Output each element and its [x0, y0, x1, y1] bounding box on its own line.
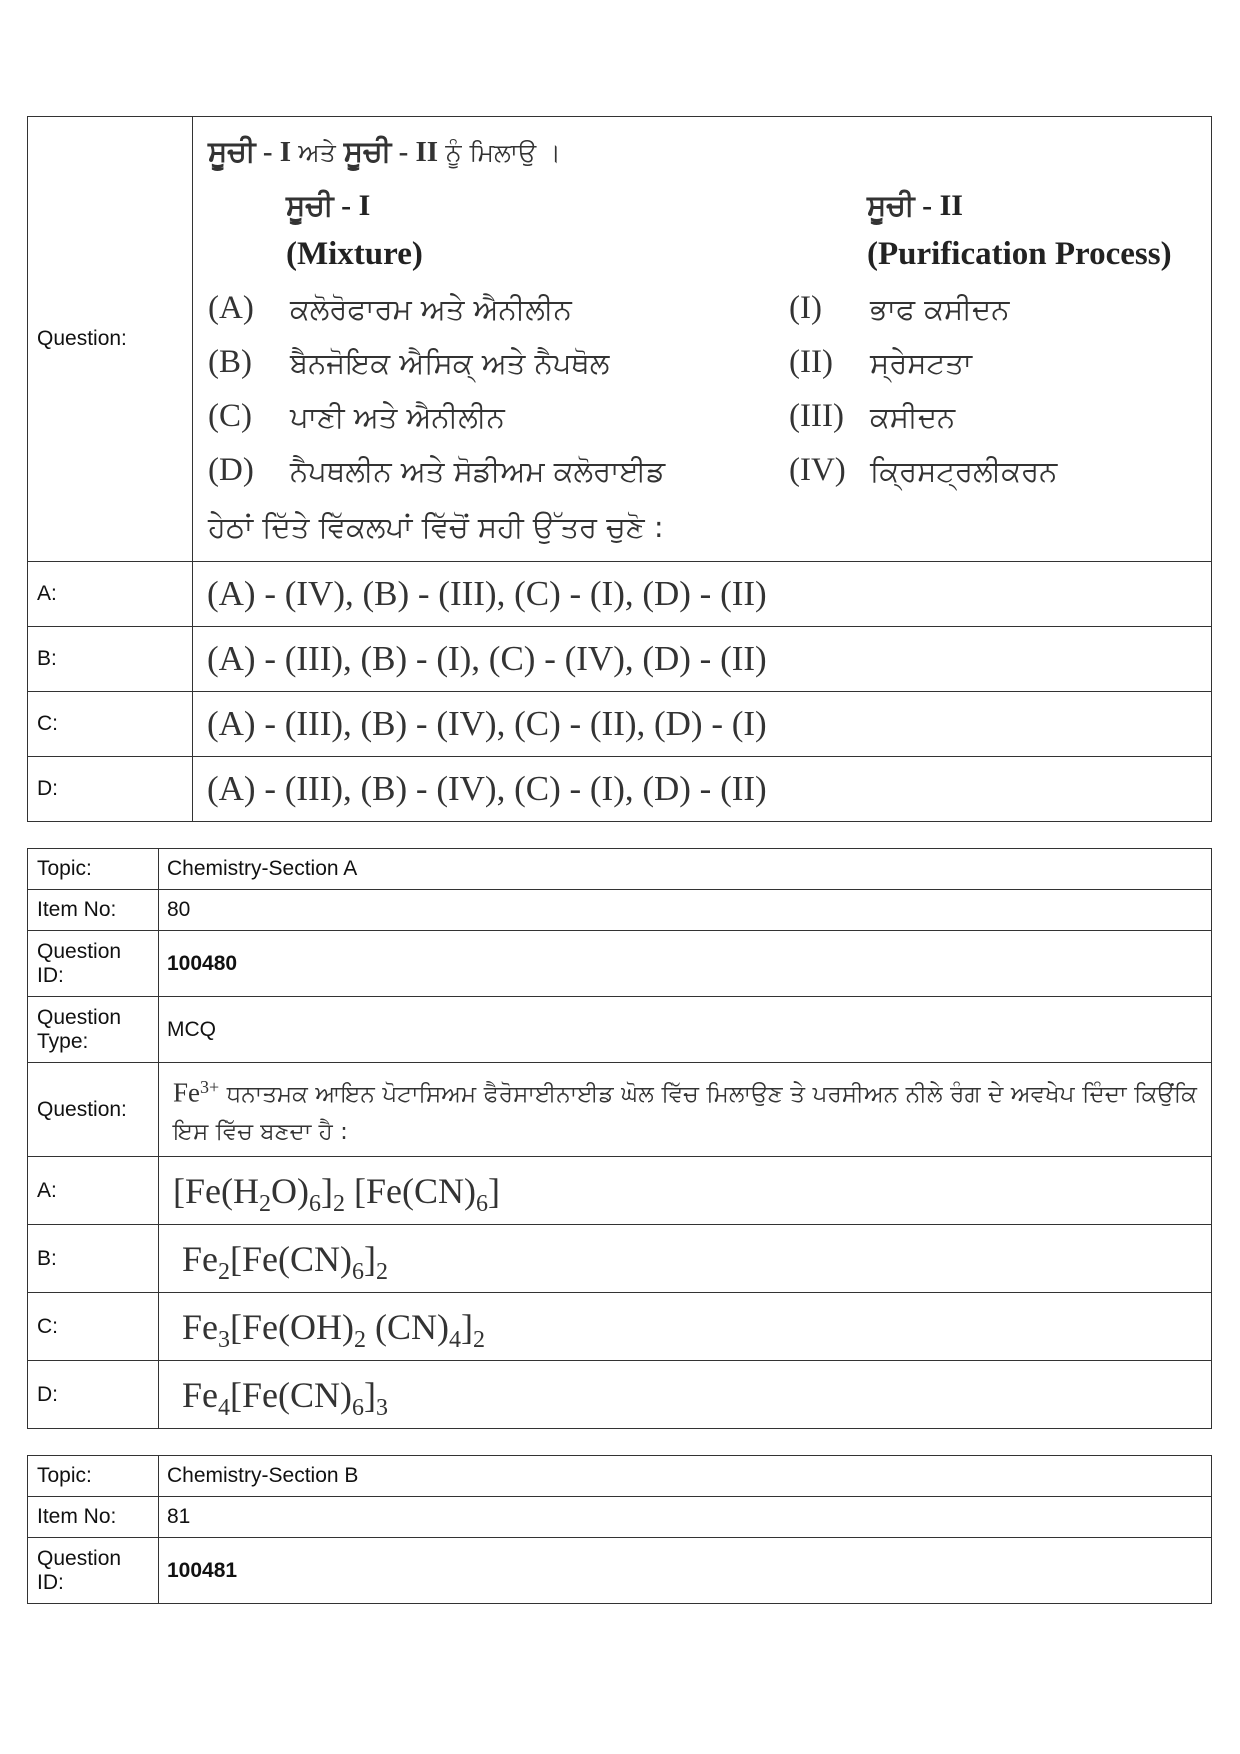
option-label: C:: [28, 1293, 159, 1361]
list2-item: ਕਸੀਦਨ: [870, 400, 956, 434]
ion-charge: 3+: [200, 1076, 220, 1097]
match-prompt: [208, 134, 561, 169]
list2-heading: [867, 188, 963, 223]
question-text: [159, 1063, 1212, 1157]
question-type-label: Question Type:: [28, 997, 159, 1063]
option-label: A:: [28, 562, 193, 627]
prompt-part: - II: [391, 136, 446, 168]
option-text: (A) - (III), (B) - (IV), (C) - (I), (D) - (II): [193, 757, 1212, 822]
list1-heading-text: ਸੂਚੀ: [286, 188, 334, 222]
question-id-label: Question ID:: [28, 1538, 159, 1604]
list2-key: (II): [789, 344, 833, 380]
meta-row: [28, 1538, 1212, 1604]
match-the-lists: [194, 118, 1210, 560]
question-type-value: MCQ: [159, 997, 1212, 1063]
question-id-value: 100480: [159, 931, 1212, 997]
list1-item: ਪਾਣੀ ਅਤੇ ਐਨੀਲੀਨ: [290, 400, 505, 434]
topic-label: Topic:: [28, 849, 159, 890]
list1-key: (A): [208, 290, 254, 326]
list2-key: (III): [789, 398, 844, 434]
topic-label: Topic:: [28, 1456, 159, 1497]
option-label: D:: [28, 757, 193, 822]
option-formula: $Fe_2[Fe(CN)_6]_2$: [159, 1225, 1212, 1293]
question-block-81: [27, 1455, 1212, 1604]
list1-key: (B): [208, 344, 252, 380]
list2-item: ਭਾਫ ਕਸੀਦਨ: [870, 292, 1010, 326]
prompt-part: ਸੂਚੀ: [343, 134, 392, 168]
option-row: [28, 757, 1212, 822]
question-row: [28, 117, 1212, 562]
list1-key: (C): [208, 398, 252, 434]
option-row: [28, 627, 1212, 692]
list2-key: (I): [789, 290, 822, 326]
option-row: [28, 1157, 1212, 1225]
item-no-label: Item No:: [28, 890, 159, 931]
meta-row: [28, 997, 1212, 1063]
option-row: [28, 1225, 1212, 1293]
option-text: (A) - (III), (B) - (IV), (C) - (II), (D) - (I): [193, 692, 1212, 757]
question-label: Question:: [28, 1063, 159, 1157]
question-body: ਧਨਾਤਮਕ ਆਇਨ ਪੋਟਾਸਿਅਮ ਫੈਰੋਸਾਈਨਾਈਡ ਘੋਲ ਵਿੱਚ ਮਿਲਾਉਣ ਤੇ ਪਰਸੀਅਨ ਨੀਲੇ ਰੰਗ ਦੇ ਅਵਖੇਪ ਦਿੰਦਾ ਕਿਉਂਕਿ ਇਸ ਵਿੱਚ ਬਣਦਾ ਹੈ :: [173, 1081, 1197, 1146]
list1-item: ਨੈਪਥਲੀਨ ਅਤੇ ਸੋਡੀਅਮ ਕਲੋਰਾਈਡ: [290, 454, 666, 488]
question-row: [28, 1063, 1212, 1157]
option-formula: $Fe_3[Fe(OH)_2$ $(CN)_4]_2$: [159, 1293, 1212, 1361]
prompt-part: ਨੂੰ ਮਿਲਾਉ ।: [445, 138, 561, 167]
question-content: [193, 117, 1212, 562]
meta-row: [28, 931, 1212, 997]
option-formula: $[Fe(H_2O)_6]_2$ $[Fe(CN)_6]$: [159, 1157, 1212, 1225]
meta-row: [28, 1456, 1212, 1497]
question-block-80: [27, 848, 1212, 1429]
list1-key: (D): [208, 452, 254, 488]
list2-heading-text: ਸੂਚੀ: [867, 188, 915, 222]
option-text: (A) - (III), (B) - (I), (C) - (IV), (D) - (II): [193, 627, 1212, 692]
option-row: [28, 1361, 1212, 1429]
question-block-79: [27, 116, 1212, 822]
meta-row: [28, 849, 1212, 890]
prompt-part: - I: [255, 136, 299, 168]
meta-row: [28, 1497, 1212, 1538]
option-text: (A) - (IV), (B) - (III), (C) - (I), (D) - (II): [193, 562, 1212, 627]
item-no-value: 80: [159, 890, 1212, 931]
item-no-value: 81: [159, 1497, 1212, 1538]
ion-symbol: Fe: [173, 1077, 200, 1108]
instruction-text: ਹੇਠਾਂ ਦਿੱਤੇ ਵਿੱਕਲਪਾਂ ਵਿੱਚੋਂ ਸਹੀ ਉੱਤਰ ਚੁਣੋ :: [208, 510, 664, 544]
list2-subheading: (Purification Process): [867, 236, 1172, 272]
option-label: C:: [28, 692, 193, 757]
option-label: A:: [28, 1157, 159, 1225]
option-row: [28, 1293, 1212, 1361]
option-label: B:: [28, 1225, 159, 1293]
list2-heading-number: - II: [914, 189, 963, 222]
topic-value: Chemistry-Section B: [159, 1456, 1212, 1497]
option-formula: $Fe_4[Fe(CN)_6]_3$: [159, 1361, 1212, 1429]
question-id-value: 100481: [159, 1538, 1212, 1604]
list1-item: ਕਲੋਰੋਫਾਰਮ ਅਤੇ ਐਨੀਲੀਨ: [290, 292, 572, 326]
question-id-label: Question ID:: [28, 931, 159, 997]
item-no-label: Item No:: [28, 1497, 159, 1538]
list2-item: ਕ੍ਰਿਸਟ੍ਰਲੀਕਰਨ: [870, 454, 1058, 488]
list1-heading: [286, 188, 370, 223]
list1-heading-number: - I: [333, 189, 371, 222]
option-label: D:: [28, 1361, 159, 1429]
question-label: Question:: [28, 117, 193, 562]
list1-item: ਬੈਨਜੋਇਕ ਐਸਿਕ੍ ਅਤੇ ਨੈਪਥੋਲ: [290, 346, 610, 380]
topic-value: Chemistry-Section A: [159, 849, 1212, 890]
list1-subheading: (Mixture): [286, 236, 423, 272]
list2-key: (IV): [789, 452, 846, 488]
meta-row: [28, 890, 1212, 931]
prompt-part: ਸੂਚੀ: [208, 134, 256, 168]
prompt-part: ਅਤੇ: [298, 138, 344, 167]
option-row: [28, 562, 1212, 627]
option-row: [28, 692, 1212, 757]
list2-item: ਸ੍ਰੇਸਟਤਾ: [870, 346, 973, 380]
option-label: B:: [28, 627, 193, 692]
